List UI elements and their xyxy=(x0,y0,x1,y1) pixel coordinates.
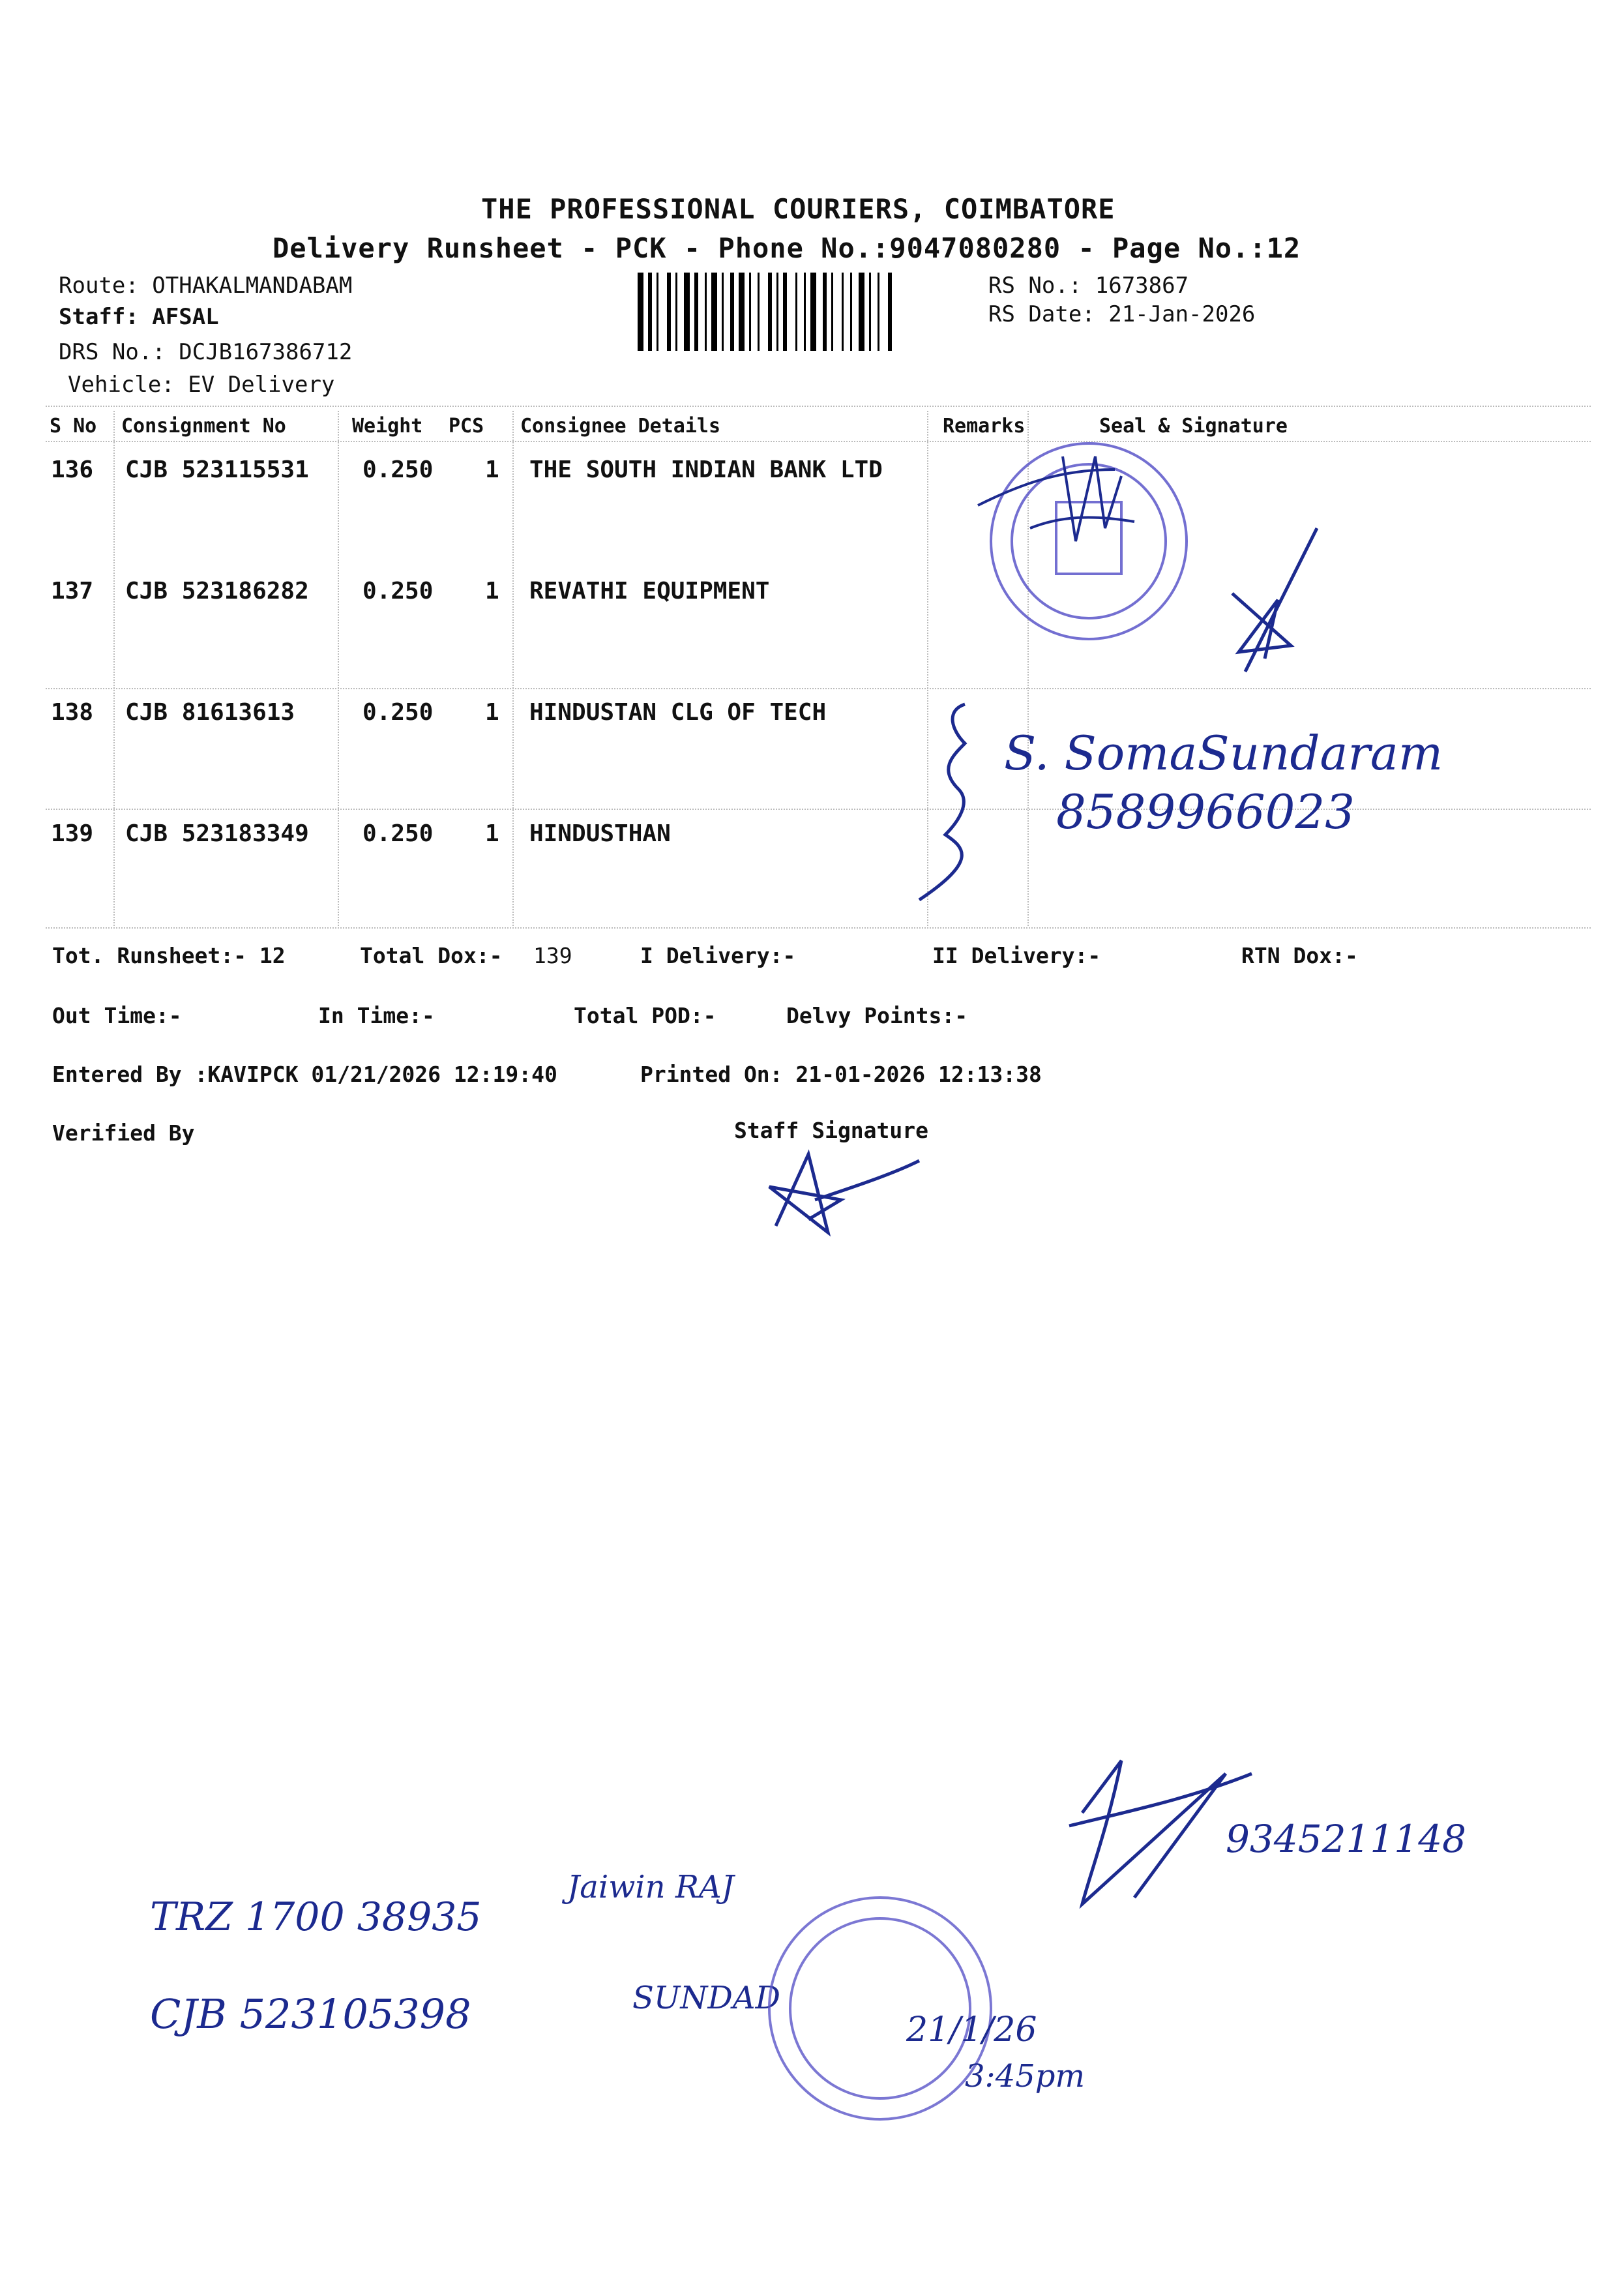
runsheet-subtitle: Delivery Runsheet - PCK - Phone No.:9047080280 - Page No.:12 xyxy=(273,232,1301,264)
route-label: Route: OTHAKALMANDABAM xyxy=(59,273,353,299)
note-phone: 9345211148 xyxy=(1226,1817,1467,1861)
row-sno: 137 xyxy=(51,578,94,604)
barcode-bar xyxy=(675,273,677,351)
barcode-bar xyxy=(859,273,864,351)
note-name: Jaiwin RAJ xyxy=(567,1869,734,1905)
bank-seal-stamp xyxy=(965,430,1200,652)
company-title: THE PROFESSIONAL COURIERS, COIMBATORE xyxy=(481,193,1115,225)
row-consignee: HINDUSTAN CLG OF TECH xyxy=(529,699,827,726)
column-divider xyxy=(512,411,514,926)
row-sno: 138 xyxy=(51,699,94,726)
barcode-bar xyxy=(657,273,658,351)
barcode-bar xyxy=(758,273,760,351)
row-weight: 0.250 xyxy=(362,820,434,847)
table-top-rule xyxy=(46,406,1591,407)
barcode-bar xyxy=(804,273,806,351)
row-rule xyxy=(46,688,1591,689)
column-divider xyxy=(338,411,339,926)
receiver-name: S. SomaSundaram xyxy=(1004,726,1443,781)
barcode-bar xyxy=(749,273,751,351)
row-pcs: 1 xyxy=(485,820,499,847)
barcode-bar xyxy=(878,273,879,351)
entered-by: Entered By :KAVIPCK 01/21/2026 12:19:40 xyxy=(52,1062,557,1087)
note-cjb: CJB 523105398 xyxy=(150,1990,471,2038)
row-weight: 0.250 xyxy=(362,578,434,604)
staff-signature-mark xyxy=(763,1148,932,1239)
staff-signature-label: Staff Signature xyxy=(734,1118,929,1143)
stamp-time: 3:45pm xyxy=(965,2058,1085,2095)
ii-delivery: II Delivery:- xyxy=(932,943,1101,968)
row-consignment: CJB 523183349 xyxy=(125,820,309,847)
barcode-icon xyxy=(638,273,984,357)
header-consignment: Consignment No xyxy=(121,415,286,438)
barcode-bar xyxy=(869,273,871,351)
stamp-date: 21/1/26 xyxy=(906,2010,1037,2050)
barcode-bar xyxy=(730,273,734,351)
row-sno: 136 xyxy=(51,456,94,483)
barcode-bar xyxy=(823,273,827,351)
barcode-bar xyxy=(810,273,816,351)
row-pcs: 1 xyxy=(485,456,499,483)
barcode-bar xyxy=(888,273,892,351)
printed-on: Printed On: 21-01-2026 12:13:38 xyxy=(640,1062,1042,1087)
barcode-bar xyxy=(831,273,833,351)
header-rule xyxy=(46,441,1591,442)
barcode-bar xyxy=(795,273,797,351)
bottom-handwriting xyxy=(130,1748,1499,2139)
barcode-bar xyxy=(705,273,707,351)
row-weight: 0.250 xyxy=(362,456,434,483)
row-consignee: REVATHI EQUIPMENT xyxy=(529,578,770,604)
barcode-bar xyxy=(783,273,787,351)
total-runsheet: Tot. Runsheet:- 12 xyxy=(52,943,286,968)
rtn-dox: RTN Dox:- xyxy=(1241,943,1358,968)
note-ref: TRZ 1700 38935 xyxy=(150,1894,482,1940)
barcode-bar xyxy=(648,273,652,351)
barcode-bar xyxy=(739,273,745,351)
barcode-bar xyxy=(667,273,671,351)
barcode-bar xyxy=(684,273,690,351)
row-consignee: HINDUSTHAN xyxy=(529,820,671,847)
out-time: Out Time:- xyxy=(52,1003,182,1028)
row-consignment: CJB 81613613 xyxy=(125,699,295,726)
header-consignee: Consignee Details xyxy=(520,415,721,438)
total-dox-value: 139 xyxy=(533,943,572,968)
note-day: SUNDAD xyxy=(632,1980,780,2016)
total-dox-label: Total Dox:- xyxy=(360,943,503,968)
signature-mark xyxy=(1226,528,1336,685)
barcode-bar xyxy=(722,273,724,351)
header-pcs: PCS xyxy=(449,415,484,438)
staff-label: Staff: AFSAL xyxy=(59,304,219,330)
row-pcs: 1 xyxy=(485,578,499,604)
receiver-phone: 8589966023 xyxy=(1056,784,1355,839)
barcode-bar xyxy=(711,273,717,351)
barcode-bar xyxy=(638,273,643,351)
row-pcs: 1 xyxy=(485,699,499,726)
row-consignee: THE SOUTH INDIAN BANK LTD xyxy=(529,456,883,483)
row-consignment: CJB 523186282 xyxy=(125,578,309,604)
i-delivery: I Delivery:- xyxy=(640,943,796,968)
row-weight: 0.250 xyxy=(362,699,434,726)
table-bottom-rule xyxy=(46,927,1591,929)
rs-number: RS No.: 1673867 xyxy=(988,273,1189,299)
header-weight: Weight xyxy=(352,415,423,438)
total-pod: Total POD:- xyxy=(574,1003,716,1028)
header-remarks: Remarks xyxy=(943,415,1026,438)
drs-number: DRS No.: DCJB167386712 xyxy=(59,339,353,365)
receiver-handwriting xyxy=(906,691,1493,906)
vehicle-label: Vehicle: EV Delivery xyxy=(68,372,335,398)
barcode-bar xyxy=(768,273,772,351)
header-seal-signature: Seal & Signature xyxy=(1099,415,1288,438)
row-consignment: CJB 523115531 xyxy=(125,456,309,483)
barcode-bar xyxy=(850,273,852,351)
header-sno: S No xyxy=(50,415,97,438)
in-time: In Time:- xyxy=(318,1003,435,1028)
barcode-bar xyxy=(842,273,844,351)
rs-date: RS Date: 21-Jan-2026 xyxy=(988,301,1256,327)
row-sno: 139 xyxy=(51,820,94,847)
delvy-points: Delvy Points:- xyxy=(786,1003,968,1028)
column-divider xyxy=(113,411,115,926)
barcode-bar xyxy=(776,273,778,351)
barcode-bar xyxy=(694,273,698,351)
verified-by: Verified By xyxy=(52,1120,195,1146)
